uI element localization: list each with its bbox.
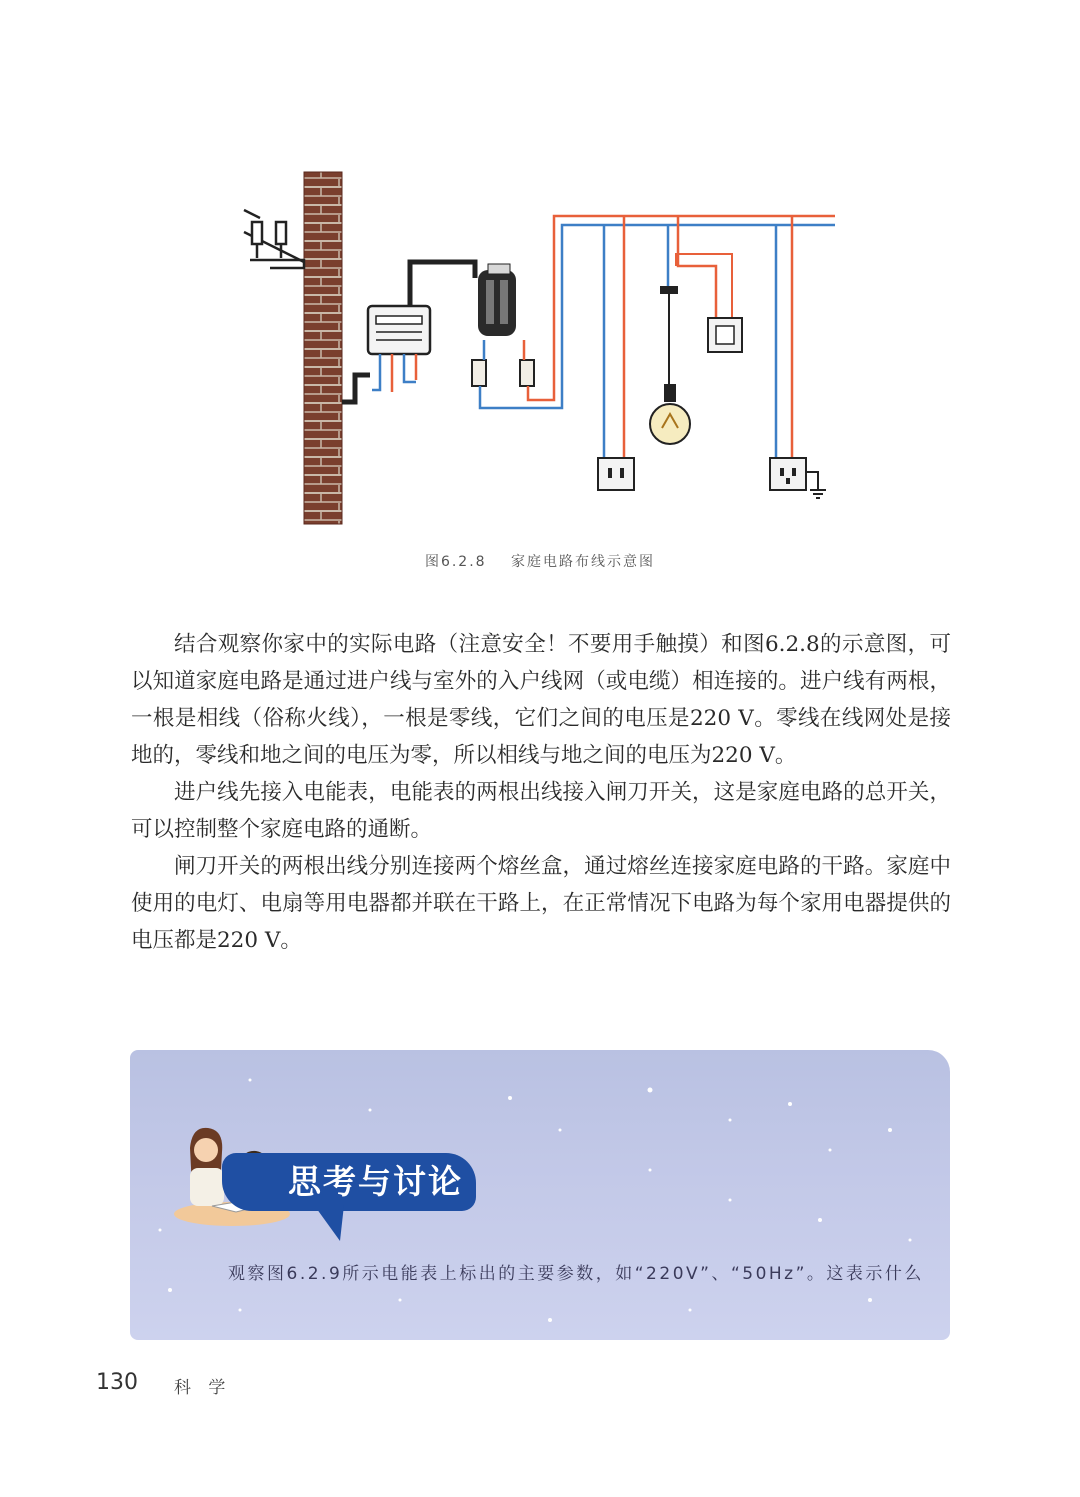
discussion-question: 观察图6.2.9所示电能表上标出的主要参数，如“220V”、“50Hz”。这表示什么: [228, 1264, 924, 1284]
service-cable: [342, 375, 370, 402]
ground-icon: [806, 472, 826, 498]
paragraph: 结合观察你家中的实际电路（注意安全！不要用手触摸）和图6.2.8的示意图，可以知道家庭电路是通过进户线与室外的入户线网（或电缆）相连接的。进户线有两根，一根是相线（俗称火线），一根是零线，它们之间的电压是220 V。零线在线网处是接地的，零线和地之间的电压为零，所以相线与地之间的电压为220 V。: [131, 632, 951, 768]
wiring-diagram-figure: [240, 170, 840, 530]
wiring-diagram: [240, 170, 840, 530]
think-discuss-title: 思考与讨论: [288, 1162, 463, 1201]
paragraph: 进户线先接入电能表，电能表的两根出线接入闸刀开关，这是家庭电路的总开关，可以控制整个家庭电路的通断。: [131, 780, 951, 842]
fuse-box-left: [472, 360, 486, 386]
paragraph: 闸刀开关的两根出线分别连接两个熔丝盒，通过熔丝连接家庭电路的干路。家庭中使用的电灯、电扇等用电器都并联在干路上，在正常情况下电路为每个家用电器提供的电压都是220 V。: [131, 854, 951, 953]
pole-insulators: [244, 210, 304, 268]
ceiling-rose: [660, 286, 678, 294]
wall-socket-left: [598, 458, 634, 490]
figure-caption: [0, 551, 1080, 571]
electricity-meter: [368, 306, 430, 354]
light-bulb: [650, 384, 690, 444]
body-text: [131, 626, 951, 959]
book-title: 科 学: [174, 1378, 232, 1398]
fuse-box-right: [520, 360, 534, 386]
figure-title: 家庭电路布线示意图: [511, 554, 656, 570]
live-trunk: [528, 216, 835, 400]
wall-socket-right: [770, 458, 806, 490]
figure-number: 图6.2.8: [424, 554, 487, 570]
page-number: 130: [96, 1370, 138, 1395]
knife-switch: [478, 264, 516, 336]
brick-wall: [304, 172, 342, 524]
